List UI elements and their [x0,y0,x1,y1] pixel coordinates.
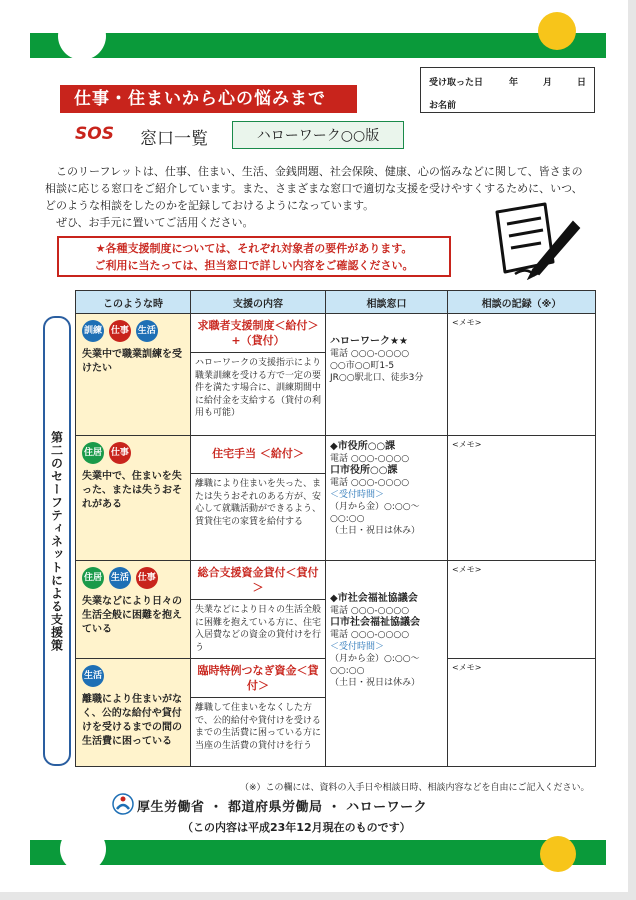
received-label: 受け取った日 [429,78,484,88]
support-cell [191,314,326,436]
intro-paragraph: このリーフレットは、仕事、住まい、生活、金銭問題、社会保険、健康、心の悩みなどに関して、皆さまの相談に応じる窓口をご紹介しています。また、さまざまな窓口で適切な支援を受けやすくするために、いつ、どのような相談をしたのかを記録しておけるようになっています。 [45,165,583,212]
title-banner: 仕事・住まいから心の悩みまで [60,85,357,113]
bottom-yellow-circle [540,836,576,872]
page-shadow-bottom [0,892,636,900]
sidebar-label [43,316,71,766]
record-cell[interactable] [448,659,596,767]
support-table [75,290,596,767]
window-cell [326,436,448,561]
support-cell [191,561,326,659]
hours-label: ＜受付時間＞ [330,642,385,652]
hours-text: （月から金）○:○○～○○:○○ [330,654,420,676]
situation-text: 失業中で、住まいを失った、または失うおそれがある [82,471,182,510]
memo-label: <メモ> [452,663,482,672]
situation-text: 離職により住まいがなく、公的な給付や貸付けを受けるまでの間の生活費に困っている [82,694,182,747]
notice-box [57,236,451,277]
version-badge: ハローワーク○○版 [232,121,404,149]
record-cell[interactable] [448,561,596,659]
madoguchi-title: 窓口一覧 [140,129,208,149]
holiday-text: （土日・祝日は休み） [330,678,421,688]
support-desc: ハローワークの支援指示により職業訓練を受ける方で一定の要件を満たす場合に、訓練期間中に給付金を支給する（貸付の利用も可能） [191,352,325,424]
top-yellow-circle [538,12,576,50]
top-green-bar [30,33,606,58]
window-cell [326,314,448,436]
support-title: 求職者支援制度＜給付＞+（貸付） [197,319,319,347]
header-window: 相談窓口 [326,291,448,314]
header-support: 支援の内容 [191,291,326,314]
support-title: 臨時特例つなぎ資金＜貸付＞ [197,664,319,692]
window-tel: 電話 ○○○-○○○○ [330,349,410,359]
memo-label: <メモ> [452,565,482,574]
support-desc: 離職により住まいを失った、または失うおそれのある方が、安心して就職活動ができるよう、賃貸住宅の家賃を給付する [191,473,325,532]
situation-cell [76,561,191,659]
tag-housing: 住居 [82,442,104,464]
hours-label: ＜受付時間＞ [330,490,385,500]
received-box [420,67,595,113]
window-tel-1: 電話 ○○○-○○○○ [330,606,410,616]
top-white-circle [58,12,106,60]
tag-life: 生活 [136,320,158,342]
notice-line-1: ★各種支援制度については、それぞれ対象者の要件があります。 [95,242,413,255]
window-name-1: ◆市社会福祉協議会 [330,593,418,604]
support-cell [191,436,326,561]
window-tel-2: 電話 ○○○-○○○○ [330,630,410,640]
tag-job: 仕事 [109,442,131,464]
situation-cell [76,436,191,561]
support-title: 住宅手当 ＜給付＞ [212,447,304,460]
date-note: （この内容は平成23年12月現在のものです） [182,821,411,834]
window-name-1: ◆市役所○○課 [330,441,396,452]
hours-text: （月から金）○:○○～○○:○○ [330,502,420,524]
tag-housing: 住居 [82,567,104,589]
page-shadow-right [628,0,636,900]
window-tel-2: 電話 ○○○-○○○○ [330,478,410,488]
window-tel-1: 電話 ○○○-○○○○ [330,454,410,464]
table-row [76,561,596,659]
bottom-white-circle [60,826,106,872]
pen-paper-icon [475,200,585,280]
day-label: 日 [577,78,587,88]
support-desc: 失業などにより日々の生活全般に困難を抱えている方に、住宅入居費などの資金の貸付けを行う [191,599,325,658]
support-cell [191,659,326,767]
window-name-2: 口市社会福祉協議会 [330,617,420,628]
support-desc: 離職して住まいをなくした方で、公的給付や貸付けを受けるまでの生活費に困っている方に当座の生活費の貸付けを行う [191,697,325,756]
holiday-text: （土日・祝日は休み） [330,526,421,536]
support-title: 総合支援資金貸付＜貸付＞ [197,566,319,594]
window-name: ハローワーク★★ [330,336,408,347]
situation-cell [76,314,191,436]
intro-paragraph-2: ぜひ、お手元に置いてご活用ください。 [56,216,254,229]
notice-line-2: ご利用に当たっては、担当窓口で詳しい内容をご確認ください。 [94,259,414,272]
table-row [76,314,596,436]
record-cell[interactable] [448,314,596,436]
month-label: 月 [543,78,553,88]
window-address: ○○市○○町1-5 [330,361,395,371]
sos-label: SOS [75,124,114,144]
organization-name: 厚生労働省 ・ 都道府県労働局 ・ ハローワーク [137,800,428,815]
sidebar-text: 第二のセーフティネットによる支援策 [49,430,64,652]
name-label: お名前 [429,101,457,111]
table-header-row [76,291,596,314]
situation-text: 失業中で職業訓練を受けたい [82,349,182,374]
tag-life: 生活 [109,567,131,589]
tag-life: 生活 [82,665,104,687]
footnote: （※）この欄には、資料の入手日や相談日時、相談内容などを自由にご記入ください。 [240,783,590,793]
year-label: 年 [509,78,519,88]
table-row [76,436,596,561]
header-record: 相談の記録（※） [448,291,596,314]
record-cell[interactable] [448,436,596,561]
bottom-green-bar [30,840,606,865]
tag-job: 仕事 [109,320,131,342]
situation-text: 失業などにより日々の生活全般に困難を抱えている [82,596,182,635]
header-situation: このような時 [76,291,191,314]
window-cell [326,561,448,767]
tag-training: 訓練 [82,320,104,342]
window-access: JR○○駅北口、徒歩3分 [330,373,424,383]
tag-job: 仕事 [136,567,158,589]
situation-cell [76,659,191,767]
memo-label: <メモ> [452,440,482,449]
window-name-2: 口市役所○○課 [330,465,398,476]
memo-label: <メモ> [452,318,482,327]
ministry-logo-icon [112,793,134,815]
